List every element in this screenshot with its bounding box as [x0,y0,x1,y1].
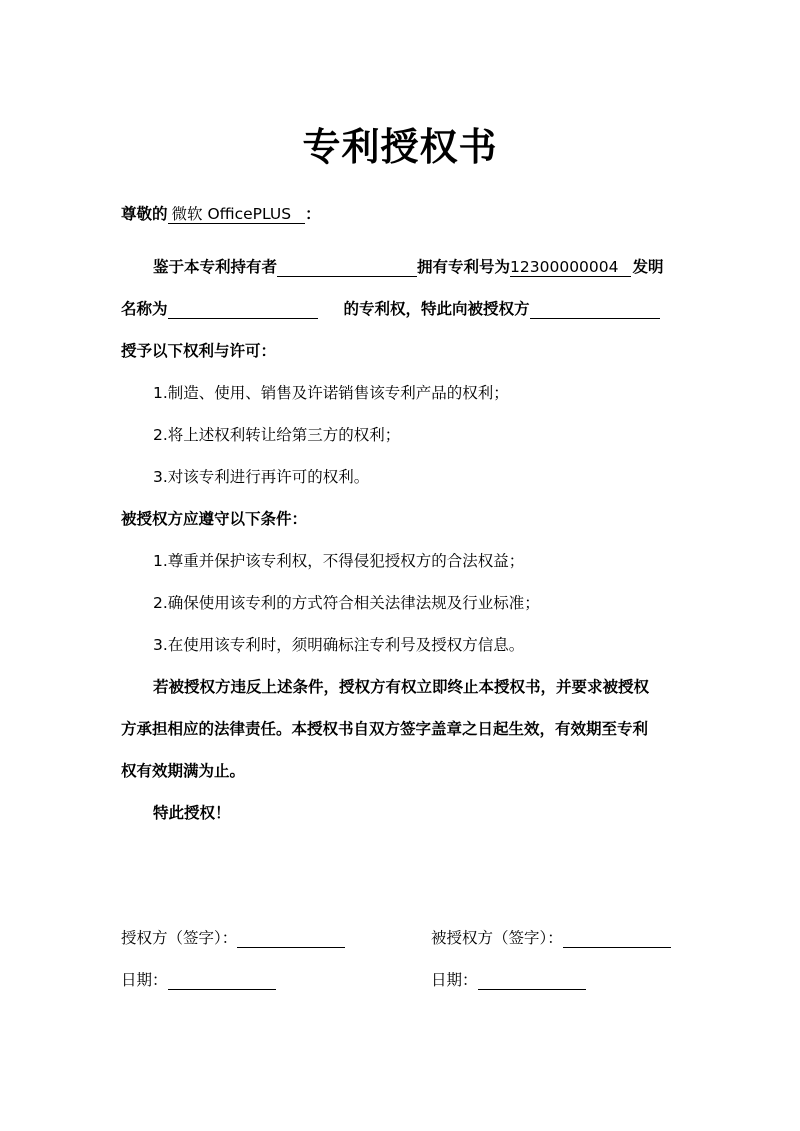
closing-statement: 特此授权！ [153,804,231,822]
grantor-signature-blank [237,930,345,948]
patent-holder-blank [277,259,417,277]
termination-line-2: 方承担相应的法律责任。本授权书自双方签字盖章之日起生效，有效期至专利 [121,720,649,738]
recipient-name: 微软 OfficePLUS [168,205,306,224]
termination-line-3: 权有效期满为止。 [121,762,246,780]
intro-line-2 [121,299,660,319]
condition-item: 3.在使用该专利时，须明确标注专利号及授权方信息。 [153,636,525,654]
grant-heading: 授予以下权利与许可： [121,342,277,360]
grantee-blank [530,301,660,319]
conditions-heading: 被授权方应遵守以下条件： [121,510,308,528]
intro-text-5: 的专利权，特此向被授权方 [343,300,530,318]
patent-number: 12300000004 [510,258,630,277]
grant-item: 3.对该专利进行再许可的权利。 [153,468,370,486]
intro-text-2: 拥有专利号为 [417,258,511,276]
grantee-date-blank [478,972,586,990]
salutation-prefix: 尊敬的 [121,205,168,223]
salutation [121,204,321,224]
grantee-signature [431,928,671,948]
grantor-date-label: 日期： [121,971,168,989]
condition-item: 1.尊重并保护该专利权，不得侵犯授权方的合法权益； [153,552,525,570]
salutation-suffix: ： [305,205,321,223]
invention-name-blank [168,301,318,319]
grantee-signature-label: 被授权方（签字）： [431,929,563,947]
grantee-date [431,970,586,990]
intro-text-1: 鉴于本专利持有者 [153,258,278,276]
grantee-signature-blank [563,930,671,948]
intro-text-4: 名称为 [121,300,168,318]
grantor-date-blank [168,972,276,990]
intro-text-3: 发明 [632,258,664,276]
termination-line-1: 若被授权方违反上述条件，授权方有权立即终止本授权书，并要求被授权 [153,678,650,696]
intro-line-1 [153,257,664,277]
grant-item: 2.将上述权利转让给第三方的权利； [153,426,401,444]
condition-item: 2.确保使用该专利的方式符合相关法律法规及行业标准； [153,594,540,612]
grant-item: 1.制造、使用、销售及许诺销售该专利产品的权利； [153,384,509,402]
grantee-date-label: 日期： [431,971,478,989]
grantor-signature [121,928,345,948]
grantor-signature-label: 授权方（签字）： [121,929,238,947]
document-title: 专利授权书 [302,125,498,169]
grantor-date [121,970,276,990]
